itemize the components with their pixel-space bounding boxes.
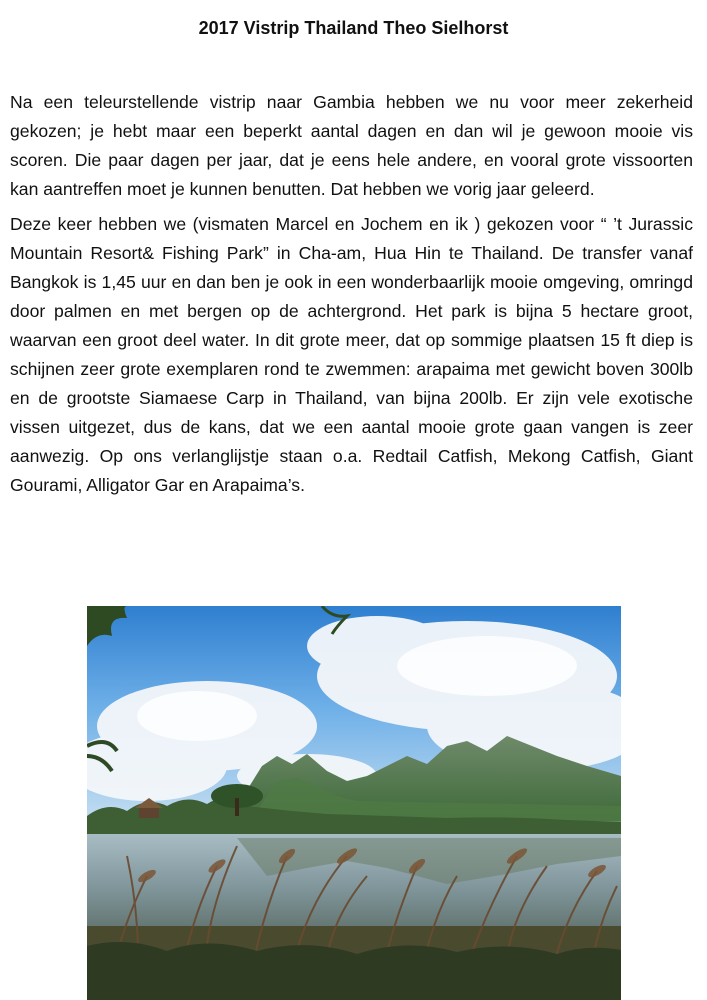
lake-mountain-photo xyxy=(87,606,621,1000)
paragraph-gambia: Na een teleurstellende vistrip naar Gambia hebben we nu voor meer zekerheid gekozen; je hebt maar een beperkt aantal dagen en dan wil je gewoon mooie vis scoren. Die paar dagen per jaar, dat je eens hele andere, en vooral grote vissoorten kan aantreffen moet je kunnen benutten. Dat hebben we vorig jaar geleerd. xyxy=(10,92,693,199)
document-title: 2017 Vistrip Thailand Theo Sielhorst xyxy=(198,18,509,38)
paragraph-jurassic-mountain: Deze keer hebben we (vismaten Marcel en Jochem en ik ) gekozen voor “ ’t Jurassic Mountain Resort& Fishing Park” in Cha-am, Hua Hin te Thailand. De transfer vanaf Bangkok is 1,45 uur en dan ben je ook in een wonderbaarlijk mooie omgeving, omringd door palmen en met bergen op de achtergrond. Het park is bijna 5 hectare groot, waarvan een groot deel water. In dit grote meer, dat op sommige plaatsen 15 ft diep is schijnen zeer grote exemplaren rond te zwemmen: arapaima met gewicht boven 300lb en de grootste Siamaese Carp in Thailand, van bijna 200lb. Er zijn vele exotische vissen uitgezet, dus de kans, dat we een aantal mooie grote gaan vangen is zeer aanwezig. Op ons verlanglijstje staan o.a. Redtail Catfish, Mekong Catfish, Giant Gourami, Alligator Gar en Arapaima’s. xyxy=(10,214,693,495)
document-body xyxy=(10,88,693,506)
